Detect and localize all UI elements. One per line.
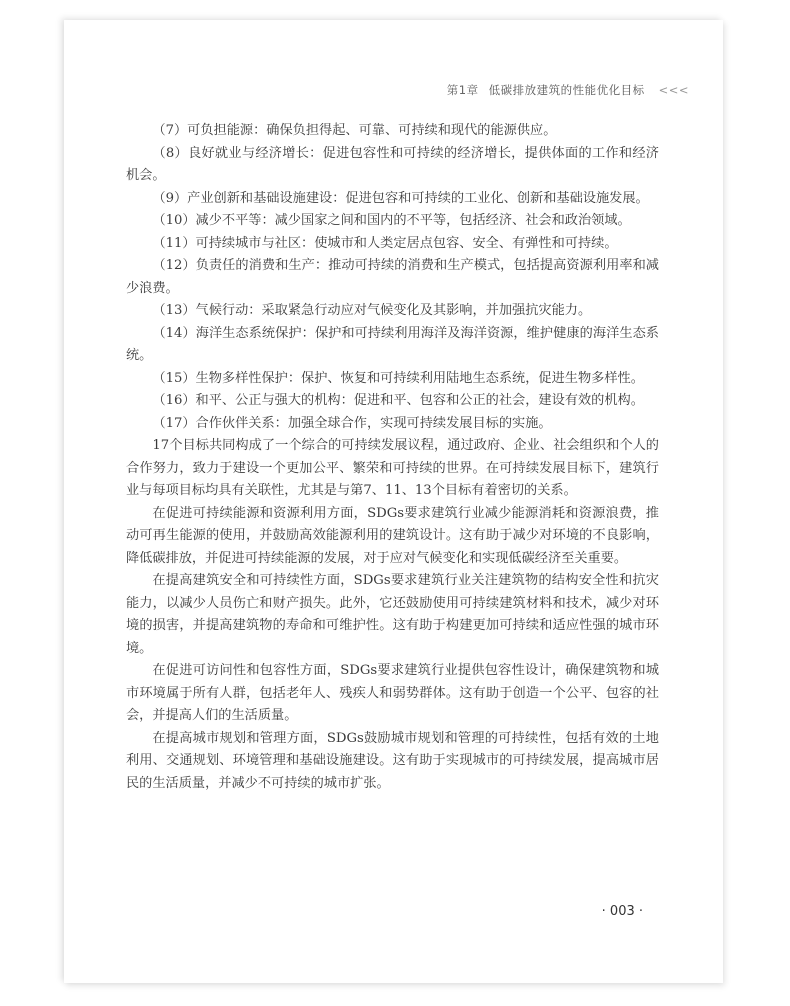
page-number: · 003 · bbox=[601, 904, 643, 919]
paragraph-accessibility: 在促进可访问性和包容性方面，SDGs要求建筑行业提供包容性设计，确保建筑物和城市环境属于所有人群，包括老年人、残疾人和弱势群体。这有助于创造一个公平、包容的社会，并提高人们的生活质量。 bbox=[126, 663, 659, 723]
paragraph-goal-13: （13）气候行动：采取紧急行动应对气候变化及其影响，并加强抗灾能力。 bbox=[152, 303, 592, 318]
paragraph-goal-16: （16）和平、公正与强大的机构：促进和平、包容和公正的社会，建设有效的机构。 bbox=[152, 393, 644, 408]
paragraph-goal-10: （10）减少不平等：减少国家之间和国内的不平等，包括经济、社会和政治领域。 bbox=[152, 213, 631, 228]
chevrons-left-icon: <<< bbox=[658, 83, 689, 97]
body-text bbox=[126, 120, 659, 795]
paragraph-goal-12: （12）负责任的消费和生产：推动可持续的消费和生产模式，包括提高资源利用率和减少浪费。 bbox=[126, 258, 659, 296]
paragraph-goal-8: （8）良好就业与经济增长：促进包容性和可持续的经济增长，提供体面的工作和经济机会。 bbox=[126, 145, 659, 183]
book-page bbox=[64, 20, 723, 983]
paragraph-goal-11: （11）可持续城市与社区：使城市和人类定居点包容、安全、有弹性和可持续。 bbox=[152, 235, 618, 251]
paragraph-safety: 在提高建筑安全和可持续性方面，SDGs要求建筑行业关注建筑物的结构安全性和抗灾能力，以减少人员伤亡和财产损失。此外，它还鼓励使用可持续建筑材料和技术，减少对环境的损害，并提高建筑物的寿命和可维护性。这有助于构建更加可持续和适应性强的城市环境。 bbox=[126, 573, 659, 656]
paragraph-goal-7: （7）可负担能源：确保负担得起、可靠、可持续和现代的能源供应。 bbox=[152, 123, 557, 138]
chapter-title: 低碳排放建筑的性能优化目标 bbox=[488, 83, 645, 97]
paragraph-goal-17: （17）合作伙伴关系：加强全球合作，实现可持续发展目标的实施。 bbox=[152, 415, 552, 431]
paragraph-goal-15: （15）生物多样性保护：保护、恢复和可持续利用陆地生态系统，促进生物多样性。 bbox=[152, 370, 644, 386]
paragraph-summary: 17个目标共同构成了一个综合的可持续发展议程，通过政府、企业、社会组织和个人的合作努力，致力于建设一个更加公平、繁荣和可持续的世界。在可持续发展目标下，建筑行业与每项目标均具有关联性，尤其是与第7、11、13个目标有着密切的关系。 bbox=[126, 438, 659, 498]
chapter-label: 第1章 bbox=[446, 83, 479, 97]
paragraph-goal-9: （9）产业创新和基础设施建设：促进包容和可持续的工业化、创新和基础设施发展。 bbox=[152, 190, 649, 206]
paragraph-goal-14: （14）海洋生态系统保护：保护和可持续利用海洋及海洋资源，维护健康的海洋生态系统。 bbox=[126, 325, 659, 363]
paragraph-energy: 在促进可持续能源和资源利用方面，SDGs要求建筑行业减少能源消耗和资源浪费，推动可再生能源的使用，并鼓励高效能源利用的建筑设计。这有助于减少对环境的不良影响，降低碳排放，并促进可持续能源的发展，对于应对气候变化和实现低碳经济至关重要。 bbox=[126, 505, 659, 566]
paragraph-urban-planning: 在提高城市规划和管理方面，SDGs鼓励城市规划和管理的可持续性，包括有效的土地利用、交通规划、环境管理和基础设施建设。这有助于实现城市的可持续发展，提高城市居民的生活质量，并减少不可持续的城市扩张。 bbox=[126, 730, 659, 791]
running-head bbox=[447, 82, 689, 98]
